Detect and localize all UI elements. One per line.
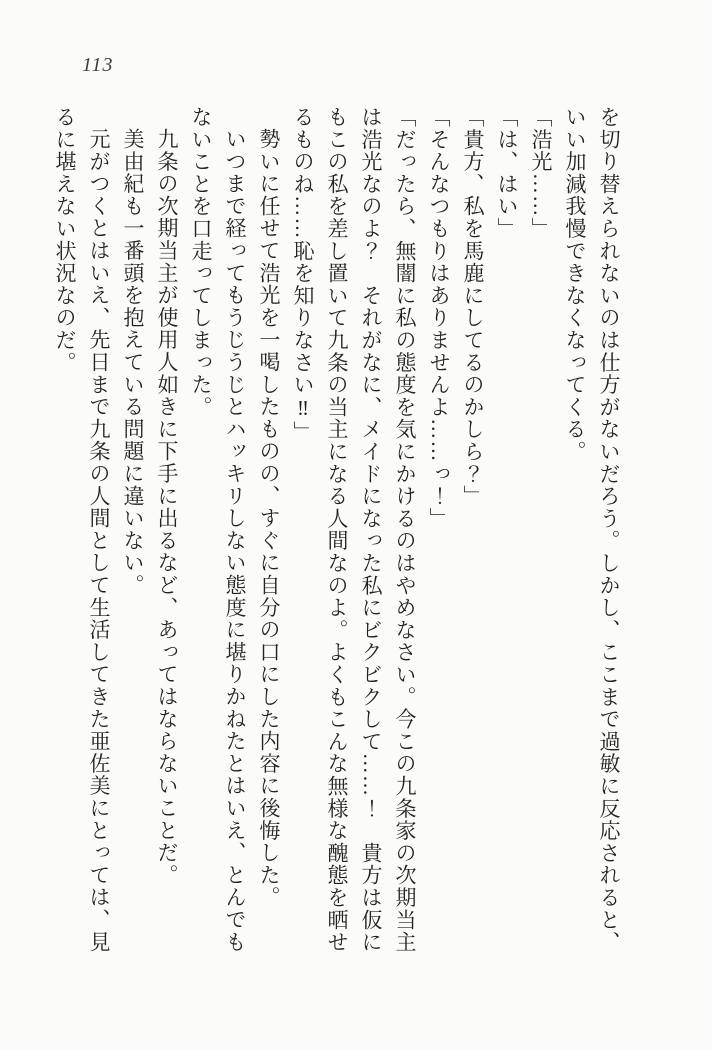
- text-line: るに堪えない状況なのだ。: [53, 106, 77, 374]
- text-line: ないことを口走ってしまった。: [189, 106, 213, 419]
- text-line: 元がつくとはいえ、先日まで九条の人間として生活してきた亜佐美にとっては、見: [87, 128, 111, 954]
- text-line: 「浩光……」: [529, 106, 553, 240]
- text-line: 「そんなつもりはありませんよ……っ！」: [427, 106, 451, 530]
- page-number: 113: [82, 54, 114, 76]
- text-line: もこの私を差し置いて九条の当主になる人間なのよ。よくもこんな無様な醜態を晒せ: [325, 106, 349, 954]
- text-line: は浩光なのよ？ それがなに、メイドになった私にビクビクして……！ 貴方は仮に: [359, 106, 383, 954]
- text-line: 「だったら、無闇に私の態度を気にかけるのはやめなさい。今この九条家の次期当主: [393, 106, 417, 954]
- text-line: 九条の次期当主が使用人如きに下手に出るなど、あってはならないことだ。: [155, 128, 179, 887]
- text-line: 「は、はい」: [495, 106, 519, 240]
- text-line: 「貴方、私を馬鹿にしてるのかしら？」: [461, 106, 485, 508]
- text-line: を切り替えられないのは仕方がないだろう。しかし、ここまで過敏に反応されると、: [597, 106, 621, 954]
- text-line: 美由紀も一番頭を抱えている問題に違いない。: [121, 128, 145, 597]
- text-line: いつまで経ってもうじうじとハッキリしない態度に堪りかねたとはいえ、とんでも: [223, 128, 247, 954]
- text-line: いい加減我慢できなくなってくる。: [563, 106, 587, 463]
- text-line: るものね……恥を知りなさい‼」: [291, 106, 315, 444]
- text-line: 勢いに任せて浩光を一喝したものの、すぐに自分の口にした内容に後悔した。: [257, 128, 281, 909]
- vertical-text-block: [48, 106, 626, 960]
